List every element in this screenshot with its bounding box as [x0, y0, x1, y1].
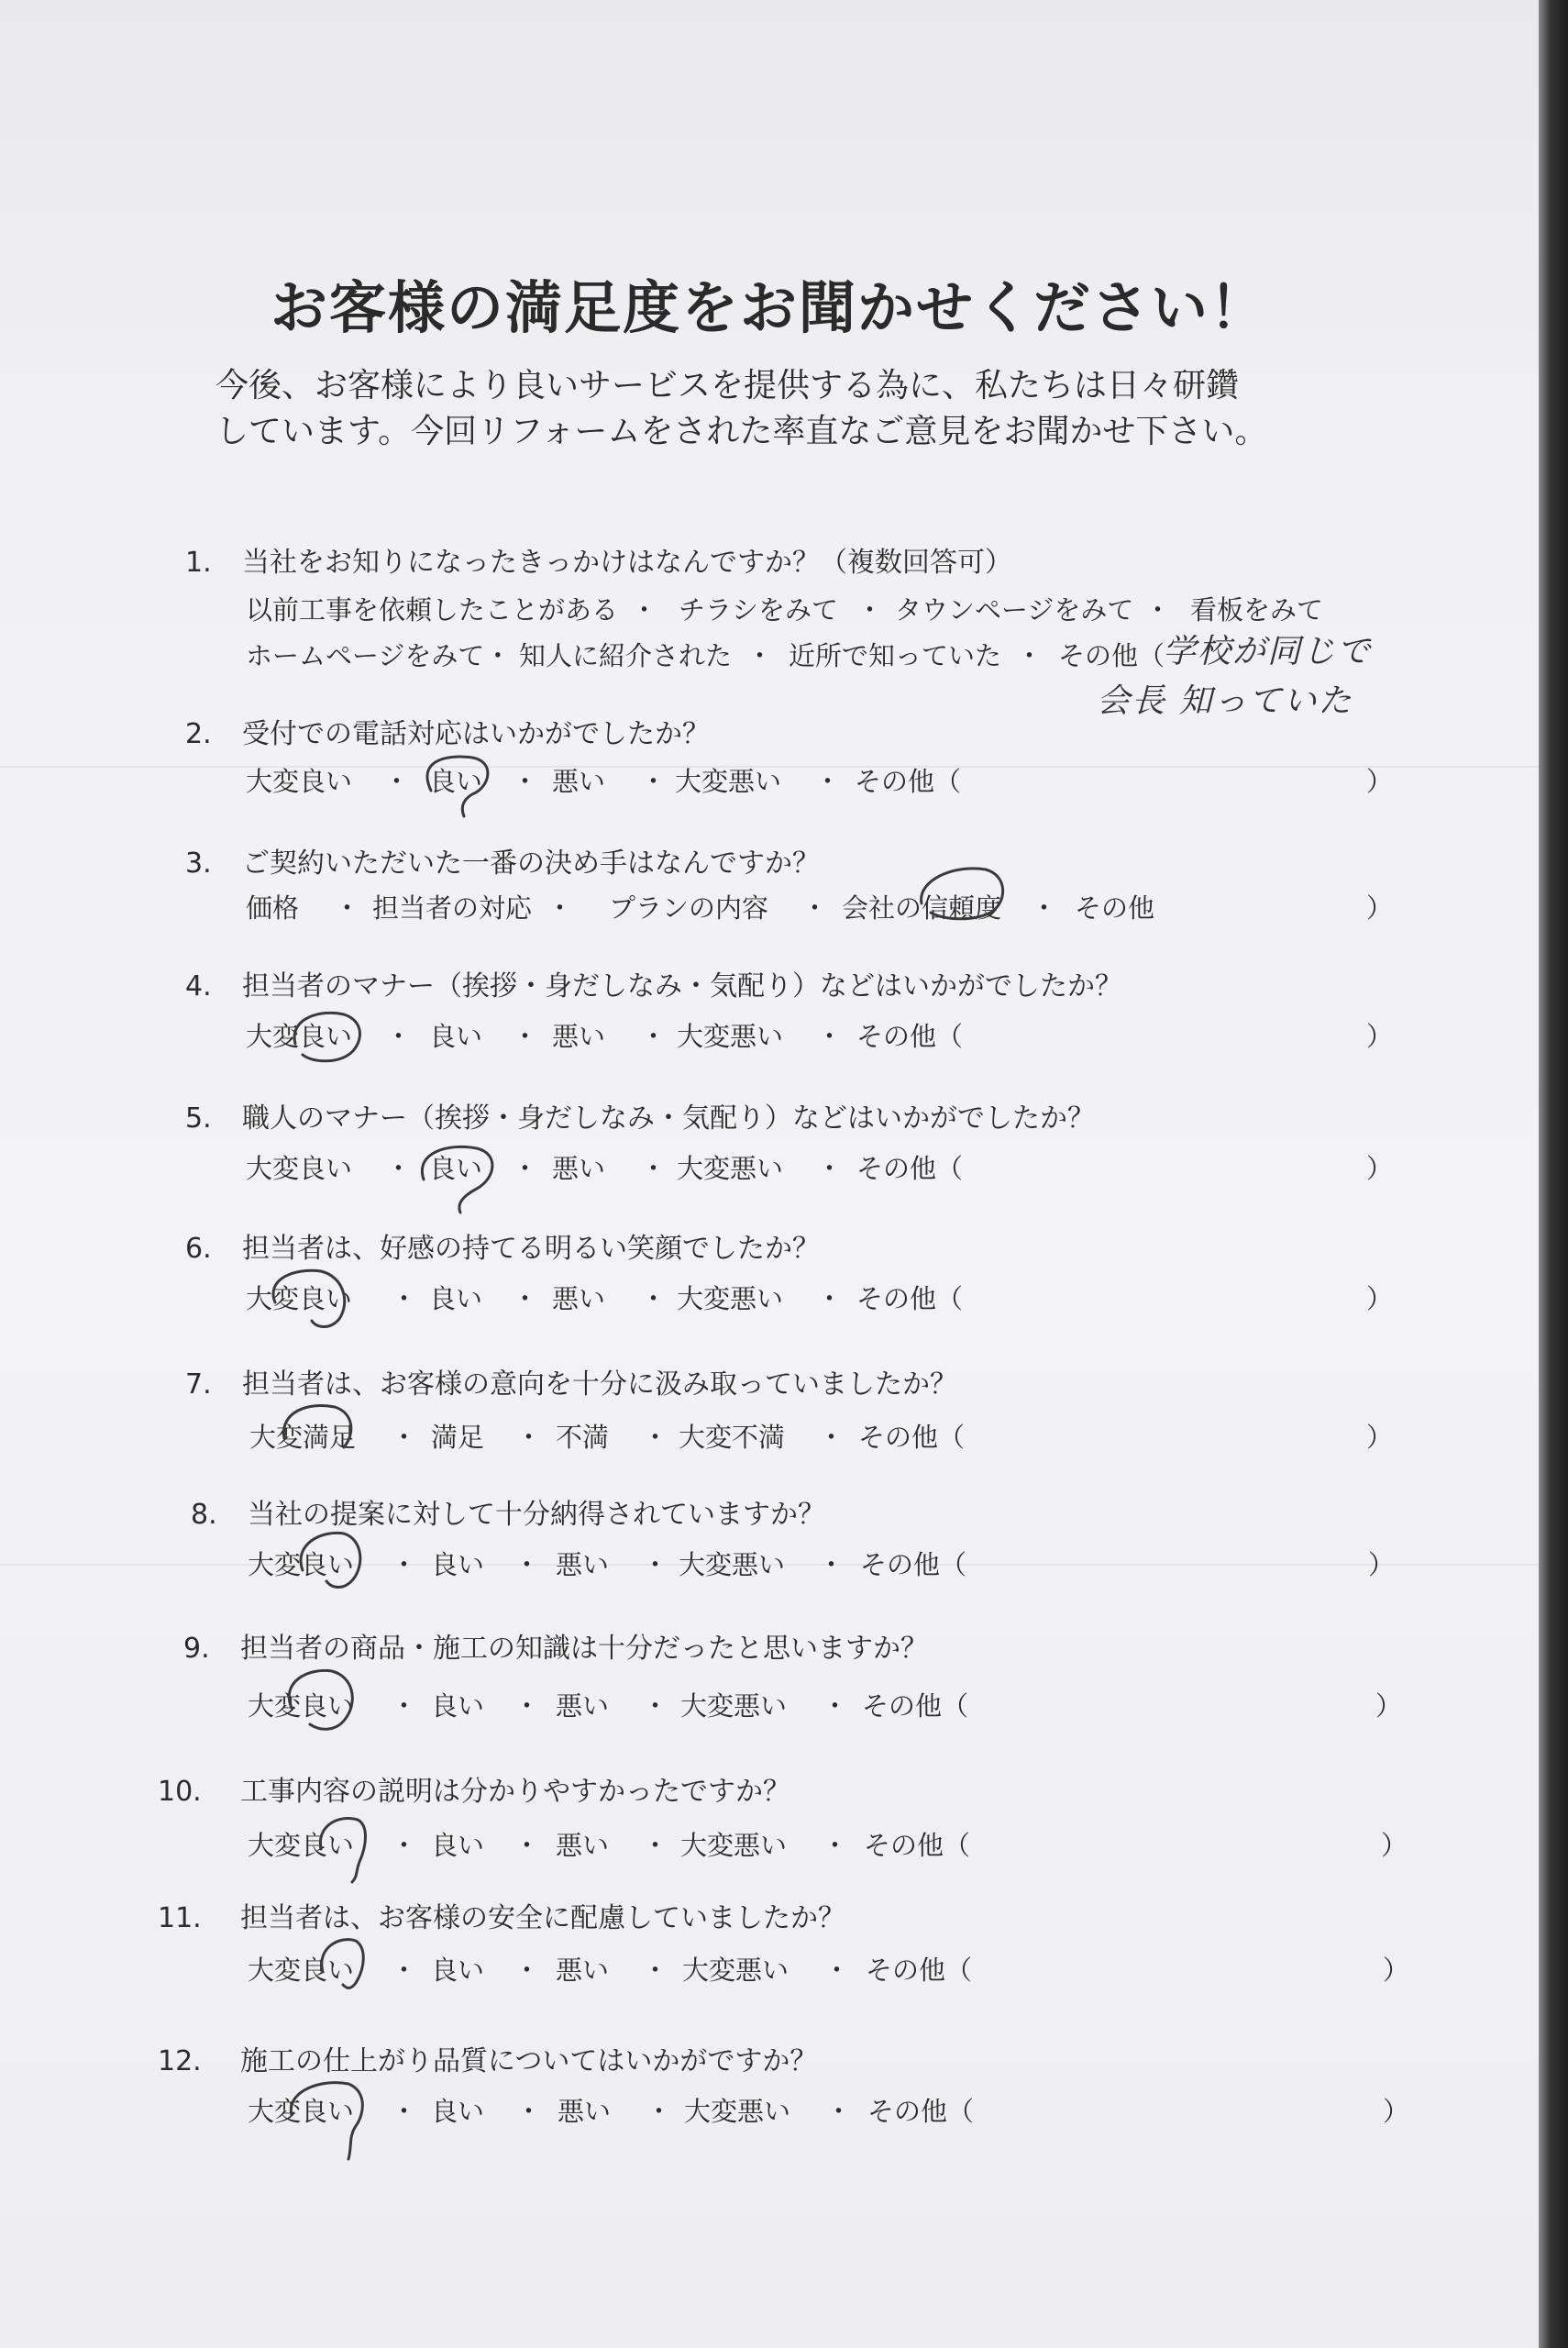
other-close-paren: ） — [1366, 892, 1394, 924]
option-separator: ・ — [385, 1021, 413, 1052]
option-separator: ・ — [816, 1283, 844, 1314]
option-separator: ・ — [391, 1830, 418, 1861]
question-7-options — [246, 1417, 1394, 1454]
option-separator: ・ — [1031, 892, 1058, 924]
option-separator: ・ — [856, 594, 884, 626]
option-separator: ・ — [822, 1830, 849, 1861]
question-1-options-row-1 — [246, 590, 1383, 626]
question-number: 8. — [191, 1499, 217, 1531]
option-good[interactable]: 良い — [431, 2096, 485, 2127]
option-separator: ・ — [383, 766, 411, 797]
option-town-page[interactable]: タウンページをみて — [895, 594, 1134, 626]
option-very-bad[interactable]: 大変悪い — [680, 1690, 788, 1722]
option-good[interactable]: 良い — [431, 1830, 485, 1861]
option-separator: ・ — [512, 1153, 539, 1184]
option-separator: ・ — [825, 2096, 853, 2127]
option-separator: ・ — [642, 1422, 669, 1453]
option-separator: ・ — [642, 1549, 669, 1580]
option-good[interactable]: 良い — [429, 1021, 483, 1052]
question-text: 施工の仕上がり品質についてはいかがですか？ — [240, 2045, 818, 2077]
question-1 — [185, 539, 1012, 580]
option-separator: ・ — [513, 1955, 541, 1986]
option-price[interactable]: 価格 — [246, 892, 300, 924]
option-referral[interactable]: 知人に紹介された — [519, 640, 733, 671]
question-number: 11. — [158, 1902, 202, 1934]
option-very-good[interactable]: 大変良い — [248, 1690, 355, 1722]
option-separator: ・ — [512, 766, 539, 797]
option-bad[interactable]: 悪い — [552, 766, 606, 797]
option-separator: ・ — [823, 1955, 851, 1986]
page-title: お客様の満足度をお聞かせください！ — [270, 274, 1268, 341]
option-separator: ・ — [513, 1690, 541, 1722]
question-8-options — [246, 1545, 1396, 1581]
question-12 — [158, 2038, 817, 2078]
option-separator: ・ — [1016, 640, 1043, 671]
option-separator: ・ — [515, 2096, 543, 2127]
option-very-good[interactable]: 大変良い — [246, 766, 353, 797]
question-7 — [185, 1361, 957, 1401]
option-other[interactable]: その他（ — [864, 1830, 971, 1861]
question-number: 1. — [185, 547, 212, 579]
handwritten-note-line-1: 学校が同じで — [1163, 633, 1373, 670]
option-very-good[interactable]: 大変良い — [246, 1283, 353, 1314]
option-separator: ・ — [642, 1955, 669, 1986]
other-close-paren: ） — [1381, 1830, 1408, 1861]
intro-line-2: しています。今回リフォームをされた率直なご意見をお聞かせ下さい。 — [215, 413, 1268, 450]
question-2-options — [246, 761, 1394, 798]
option-very-good[interactable]: 大変良い — [248, 2096, 355, 2127]
option-separator: ・ — [642, 1690, 669, 1722]
option-separator: ・ — [391, 2096, 418, 2127]
question-10 — [158, 1768, 790, 1809]
question-9-options — [246, 1686, 1403, 1722]
question-number: 3. — [185, 847, 212, 880]
question-number: 12. — [158, 2045, 202, 2077]
option-very-good[interactable]: 大変良い — [248, 1549, 355, 1580]
option-separator: ・ — [646, 2096, 673, 2127]
other-close-paren: ） — [1366, 1153, 1394, 1184]
option-good[interactable]: 良い — [431, 1690, 485, 1722]
option-separator: ・ — [816, 1153, 844, 1184]
question-text: 職人のマナー（挨拶・身だしなみ・気配り）などはいかがでしたか？ — [242, 1102, 1095, 1135]
option-separator: ・ — [391, 1955, 418, 1986]
option-separator: ・ — [391, 1549, 418, 1580]
option-separator: ・ — [814, 766, 842, 797]
question-number: 2. — [185, 718, 212, 750]
option-separator: ・ — [515, 1422, 543, 1453]
question-number: 7. — [185, 1368, 212, 1401]
option-company-trust[interactable]: 会社の信頼度 — [842, 892, 1002, 924]
option-separator: ・ — [818, 1422, 845, 1453]
option-good[interactable]: 良い — [429, 1153, 483, 1184]
question-6 — [185, 1225, 820, 1266]
option-separator: ・ — [1144, 594, 1172, 626]
table-edge-shadow — [1539, 0, 1568, 2348]
question-text: 担当者は、お客様の意向を十分に汲み取っていましたか？ — [242, 1368, 957, 1401]
question-text: 担当者は、お客様の安全に配慮していましたか？ — [240, 1902, 845, 1934]
option-very-dissatisfied[interactable]: 大変不満 — [679, 1422, 786, 1453]
other-close-paren: ） — [1383, 1955, 1410, 1986]
question-number: 5. — [185, 1102, 212, 1135]
option-very-bad[interactable]: 大変悪い — [684, 2096, 791, 2127]
question-number: 4. — [185, 970, 212, 1002]
option-separator: ・ — [513, 1830, 541, 1861]
option-dissatisfied[interactable]: 不満 — [556, 1422, 610, 1453]
option-separator: ・ — [391, 1422, 418, 1453]
option-separator: ・ — [334, 892, 361, 924]
question-12-options — [246, 2091, 1410, 2128]
option-separator: ・ — [512, 1021, 539, 1052]
option-bad[interactable]: 悪い — [552, 1283, 606, 1314]
option-homepage[interactable]: ホームページをみて・ — [246, 640, 512, 671]
option-bad[interactable]: 悪い — [558, 2096, 612, 2127]
option-very-good[interactable]: 大変良い — [246, 1021, 353, 1052]
question-5-options — [246, 1148, 1394, 1185]
option-separator: ・ — [816, 1021, 844, 1052]
option-good[interactable]: 良い — [429, 766, 483, 797]
option-other[interactable]: その他（ — [855, 766, 962, 797]
question-number: 9. — [183, 1633, 210, 1665]
question-text: 担当者の商品・施工の知識は十分だったと思いますか？ — [240, 1633, 928, 1665]
option-very-bad[interactable]: 大変悪い — [677, 1021, 784, 1052]
option-other[interactable]: その他（ — [860, 1549, 967, 1580]
option-other[interactable]: その他 — [1075, 892, 1155, 924]
option-staff-response[interactable]: 担当者の対応 — [372, 892, 533, 924]
option-prior-work[interactable]: 以前工事を依頼したことがある — [246, 594, 619, 626]
question-11-options — [246, 1950, 1410, 1987]
option-signboard[interactable]: 看板をみて — [1190, 594, 1324, 626]
option-separator: ・ — [642, 1830, 669, 1861]
option-very-bad[interactable]: 大変悪い — [682, 1955, 790, 1986]
option-very-bad[interactable]: 大変悪い — [677, 1153, 784, 1184]
option-other[interactable]: その他（ — [1058, 640, 1165, 671]
option-other[interactable]: その他（ — [858, 1422, 966, 1453]
intro-line-1: 今後、お客様により良いサービスを提供する為に、私たちは日々研鑽 — [215, 367, 1240, 404]
option-other[interactable]: その他（ — [862, 1690, 969, 1722]
option-very-bad[interactable]: 大変悪い — [675, 766, 782, 797]
question-text: 当社の提案に対して十分納得されていますか？ — [248, 1499, 825, 1531]
question-text: 当社をお知りになったきっかけはなんですか？（複数回答可） — [242, 547, 1012, 579]
question-11 — [158, 1895, 845, 1935]
option-separator: ・ — [640, 1153, 668, 1184]
option-other[interactable]: その他（ — [856, 1283, 964, 1314]
option-bad[interactable]: 悪い — [552, 1021, 606, 1052]
question-4-options — [246, 1016, 1394, 1053]
other-close-paren: ） — [1366, 1283, 1394, 1314]
question-text: 担当者のマナー（挨拶・身だしなみ・気配り）などはいかがでしたか？ — [242, 970, 1122, 1002]
option-separator: ・ — [746, 640, 774, 671]
option-separator: ・ — [385, 1153, 413, 1184]
option-very-good[interactable]: 大変良い — [248, 1830, 355, 1861]
option-separator: ・ — [640, 1283, 668, 1314]
question-number: 6. — [185, 1233, 212, 1265]
option-other[interactable]: その他（ — [856, 1153, 964, 1184]
other-close-paren: ） — [1368, 1549, 1396, 1580]
question-4 — [185, 963, 1122, 1003]
option-separator: ・ — [640, 766, 668, 797]
option-good[interactable]: 良い — [431, 1549, 485, 1580]
question-9 — [183, 1625, 928, 1666]
option-separator: ・ — [513, 1549, 541, 1580]
question-3 — [185, 840, 820, 880]
option-bad[interactable]: 悪い — [556, 1830, 610, 1861]
option-bad[interactable]: 悪い — [556, 1690, 610, 1722]
option-very-satisfied[interactable]: 大変満足 — [249, 1422, 357, 1453]
question-8 — [191, 1491, 825, 1532]
other-close-paren: ） — [1375, 1690, 1403, 1722]
question-text: ご契約いただいた一番の決め手はなんですか？ — [242, 847, 820, 880]
question-text: 受付での電話対応はいかがでしたか？ — [242, 718, 710, 750]
option-separator: ・ — [818, 1549, 845, 1580]
question-6-options — [246, 1279, 1394, 1315]
question-number: 10. — [158, 1776, 202, 1808]
question-10-options — [246, 1825, 1408, 1862]
other-close-paren: ） — [1383, 2096, 1410, 2127]
option-separator: ・ — [547, 892, 574, 924]
other-close-paren: ） — [1366, 766, 1394, 797]
option-very-bad[interactable]: 大変悪い — [679, 1549, 786, 1580]
option-bad[interactable]: 悪い — [552, 1153, 606, 1184]
option-other[interactable]: その他（ — [866, 1955, 973, 1986]
question-2 — [185, 711, 710, 751]
option-good[interactable]: 良い — [431, 1955, 485, 1986]
option-separator: ・ — [640, 1021, 668, 1052]
option-neighborhood[interactable]: 近所で知っていた — [789, 640, 1002, 671]
option-bad[interactable]: 悪い — [556, 1955, 610, 1986]
option-separator: ・ — [512, 1283, 539, 1314]
option-satisfied[interactable]: 満足 — [431, 1422, 485, 1453]
handwritten-note-line-2: 会長 知っていた — [1097, 682, 1353, 720]
option-separator: ・ — [801, 892, 829, 924]
question-3-options — [246, 888, 1394, 925]
question-text: 担当者は、好感の持てる明るい笑顔でしたか？ — [242, 1233, 820, 1265]
option-bad[interactable]: 悪い — [556, 1549, 610, 1580]
option-plan-content[interactable]: プランの内容 — [609, 892, 769, 924]
option-good[interactable]: 良い — [429, 1283, 483, 1314]
option-separator: ・ — [822, 1690, 849, 1722]
option-separator: ・ — [391, 1690, 418, 1722]
option-flyer[interactable]: チラシをみて — [679, 594, 839, 626]
option-very-good[interactable]: 大変良い — [246, 1153, 353, 1184]
option-very-bad[interactable]: 大変悪い — [677, 1283, 784, 1314]
option-other[interactable]: その他（ — [867, 2096, 975, 2127]
other-close-paren: ） — [1366, 1021, 1394, 1052]
other-close-paren: ） — [1366, 1422, 1394, 1453]
option-other[interactable]: その他（ — [856, 1021, 964, 1052]
question-text: 工事内容の説明は分かりやすかったですか？ — [240, 1776, 790, 1808]
option-separator: ・ — [391, 1283, 418, 1314]
option-separator: ・ — [631, 594, 658, 626]
option-very-bad[interactable]: 大変悪い — [680, 1830, 788, 1861]
option-very-good[interactable]: 大変良い — [248, 1955, 355, 1986]
question-5 — [185, 1095, 1095, 1135]
